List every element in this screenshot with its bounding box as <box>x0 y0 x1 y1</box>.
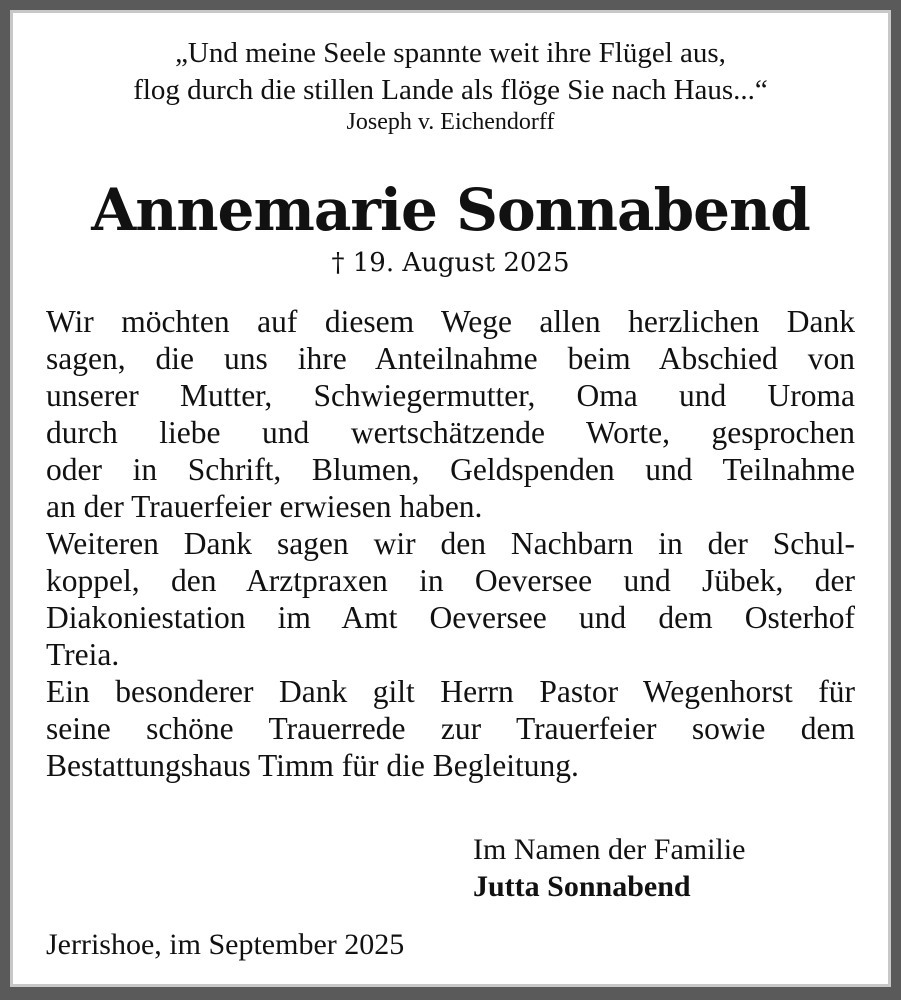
obituary-notice <box>13 13 888 984</box>
text-line: seine schöne Trauerrede zur Trauerfeier sowie dem <box>46 711 855 746</box>
poem-quote <box>13 35 888 109</box>
text-line: Bestattungshaus Timm für die Begleitung. <box>46 748 579 783</box>
quote-author: Joseph v. Eichendorff <box>346 109 555 135</box>
text-line: Wir möchten auf diesem Wege allen herzlichen Dank <box>46 304 855 339</box>
text-line: Weiteren Dank sagen wir den Nachbarn in der Schul- <box>46 526 855 561</box>
paragraph-special-thanks <box>46 673 855 784</box>
text-line: sagen, die uns ihre Anteilnahme beim Abschied von <box>46 341 855 376</box>
outer-frame <box>10 10 891 987</box>
deceased-name: Annemarie Sonnabend <box>91 176 810 244</box>
text-line: Ein besonderer Dank gilt Herrn Pastor Wegenhorst für <box>46 674 855 709</box>
quote-line: „Und meine Seele spannte weit ihre Flügel aus, <box>175 37 726 69</box>
text-line: koppel, den Arztpraxen in Oeversee und Jübek, der <box>46 563 855 598</box>
quote-line: flog durch die stillen Lande als flöge Sie nach Haus...“ <box>133 74 768 106</box>
thank-you-text <box>46 303 855 784</box>
signature-name: Jutta Sonnabend <box>473 870 691 903</box>
text-line: Treia. <box>46 637 120 672</box>
text-line: durch liebe und wertschätzende Worte, gesprochen <box>46 415 855 450</box>
text-line: oder in Schrift, Blumen, Geldspenden und Teilnahme <box>46 452 855 487</box>
paragraph-further-thanks <box>46 525 855 673</box>
death-date: † 19. August 2025 <box>331 248 570 278</box>
text-line: Diakoniestation im Amt Oeversee und dem Osterhof <box>46 600 855 635</box>
signature-intro: Im Namen der Familie <box>473 833 746 866</box>
text-line: an der Trauerfeier erwiesen haben. <box>46 489 483 524</box>
paragraph-thanks <box>46 303 855 525</box>
text-line: unserer Mutter, Schwiegermutter, Oma und Uroma <box>46 378 855 413</box>
place-date: Jerrishoe, im September 2025 <box>46 928 405 961</box>
